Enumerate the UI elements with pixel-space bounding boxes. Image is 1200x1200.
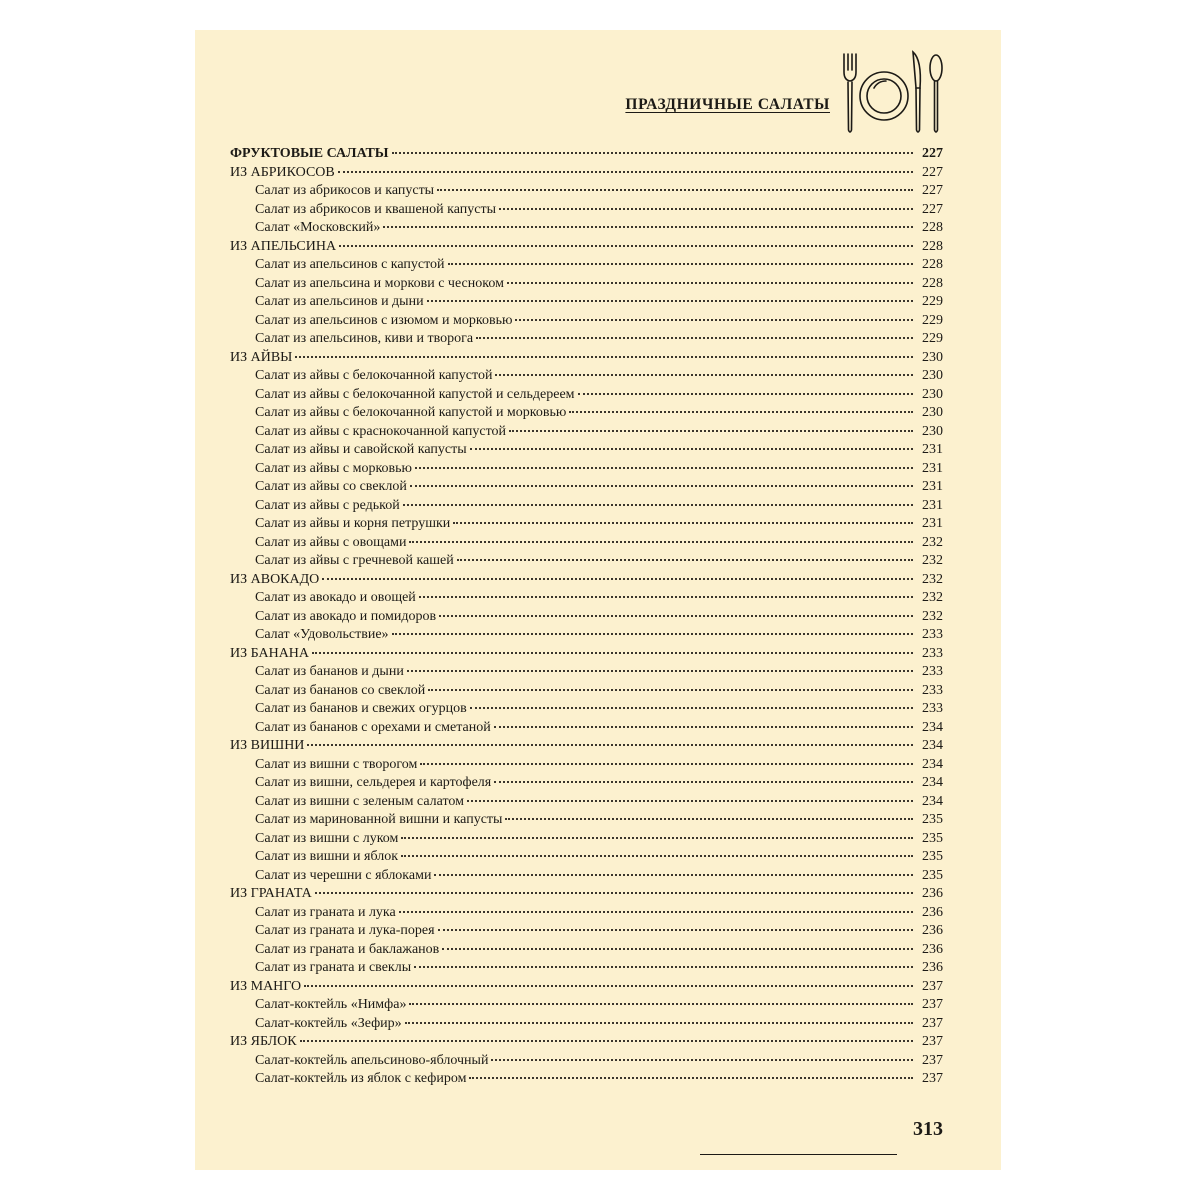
toc-entry — [230, 404, 943, 423]
toc-entry-title: Салат «Московский» — [255, 220, 381, 235]
toc-entry-page: 235 — [922, 849, 943, 864]
toc-entry-title: Салат из вишни с луком — [255, 830, 399, 846]
toc-entry — [230, 275, 943, 294]
dot-leader — [419, 596, 913, 598]
toc-entry — [230, 774, 943, 793]
toc-entry — [230, 367, 943, 386]
toc-entry-title: Салат из вишни и яблок — [255, 849, 399, 864]
toc-entry-title: Салат из айвы с овощами — [255, 534, 407, 550]
toc-entry-page: 235 — [922, 812, 943, 827]
toc-entry — [230, 608, 943, 627]
toc-entry-title: Салат из бананов и свежих огурцов — [255, 701, 467, 716]
dot-leader — [453, 522, 913, 524]
toc-entry — [230, 811, 943, 830]
toc-entry-page: 231 — [922, 516, 943, 531]
toc-entry — [230, 719, 943, 738]
toc-entry-page: 236 — [922, 886, 943, 901]
dot-leader — [470, 707, 913, 709]
dot-leader — [307, 744, 913, 746]
toc-entry-title: Салат из апельсинов с изюмом и морковью — [255, 312, 513, 328]
toc-entry-page: 237 — [922, 978, 943, 994]
toc-entry-page: 232 — [922, 553, 943, 568]
book-page — [195, 30, 1001, 1170]
dot-leader — [491, 1059, 913, 1061]
toc-entry — [230, 497, 943, 516]
dot-leader — [392, 152, 913, 154]
dot-leader — [434, 874, 913, 876]
toc-entry-page: 228 — [922, 275, 943, 291]
toc-entry-page: 230 — [922, 349, 943, 365]
dot-leader — [427, 300, 913, 302]
dot-leader — [392, 633, 913, 635]
toc-entry — [230, 256, 943, 275]
toc-section-heading — [230, 1033, 943, 1052]
dot-leader — [569, 411, 913, 413]
toc-entry-title: Салат из бананов со свеклой — [255, 682, 426, 698]
toc-section-heading — [230, 885, 943, 904]
dot-leader — [410, 485, 913, 487]
toc-section-heading — [230, 238, 943, 257]
toc-entry-page: 231 — [922, 442, 943, 457]
toc-entry-page: 228 — [922, 220, 943, 235]
dot-leader — [403, 504, 913, 506]
toc-entry-page: 236 — [922, 923, 943, 938]
dot-leader — [457, 559, 913, 561]
toc-entry-title: Салат из черешни с яблоками — [255, 867, 432, 883]
page-header — [195, 30, 1001, 125]
toc-entry-page: 232 — [922, 590, 943, 605]
toc-entry-title: ИЗ МАНГО — [230, 978, 302, 994]
toc-entry-page: 234 — [922, 775, 943, 790]
toc-entry-page: 233 — [922, 682, 943, 698]
toc-entry-page: 227 — [922, 201, 943, 217]
dot-leader — [495, 374, 913, 376]
toc-entry-page: 229 — [922, 294, 943, 309]
toc-entry-page: 230 — [922, 423, 943, 439]
toc-entry-title: Салат из айвы с белокочанной капустой и морковью — [255, 405, 567, 420]
dot-leader — [509, 430, 913, 432]
toc-section-heading — [230, 645, 943, 664]
dot-leader — [304, 985, 913, 987]
toc-entry-page: 236 — [922, 904, 943, 920]
toc-entry-page: 232 — [922, 571, 943, 587]
toc-entry-title: Салат из абрикосов и квашеной капусты — [255, 201, 497, 217]
toc-entry-title: Салат из граната и свеклы — [255, 960, 412, 975]
toc-entry-page: 234 — [922, 719, 943, 735]
toc-entry-title: Салат-коктейль «Нимфа» — [255, 997, 407, 1012]
toc-entry-title: Салат из айвы с белокочанной капустой — [255, 368, 493, 383]
toc-entry — [230, 830, 943, 849]
dot-leader — [401, 837, 913, 839]
toc-entry-page: 230 — [922, 386, 943, 402]
toc-entry-title: Салат из айвы с морковью — [255, 460, 412, 476]
toc-part-heading — [230, 145, 943, 164]
toc-entry-title: Салат из айвы с краснокочанной капустой — [255, 423, 507, 439]
toc-entry — [230, 441, 943, 460]
dot-leader — [300, 1040, 913, 1042]
toc-entry — [230, 848, 943, 867]
toc-entry-page: 230 — [922, 405, 943, 420]
toc-entry — [230, 626, 943, 645]
toc-entry-page: 237 — [922, 997, 943, 1012]
toc-entry — [230, 423, 943, 442]
dot-leader — [338, 171, 913, 173]
toc-entry-title: Салат из авокадо и овощей — [255, 590, 416, 605]
toc-entry — [230, 312, 943, 331]
dot-leader — [428, 689, 913, 691]
page-number: 313 — [913, 1118, 943, 1140]
toc-entry — [230, 941, 943, 960]
toc-entry — [230, 534, 943, 553]
toc-entry — [230, 201, 943, 220]
toc-entry-page: 227 — [922, 183, 943, 198]
toc-entry — [230, 867, 943, 886]
toc-entry-title: Салат из апельсинов с капустой — [255, 257, 445, 272]
toc-entry-title: Салат из апельсинов, киви и творога — [255, 331, 474, 346]
dot-leader — [315, 892, 913, 894]
toc-entry-page: 235 — [922, 867, 943, 883]
toc-entry-page: 233 — [922, 664, 943, 679]
toc-entry-title: Салат из айвы со свеклой — [255, 479, 407, 494]
toc-entry-page: 234 — [922, 738, 943, 753]
dot-leader — [438, 929, 913, 931]
dot-leader — [322, 578, 913, 580]
toc-entry-page: 233 — [922, 645, 943, 661]
toc-entry-title: Салат из бананов и дыни — [255, 664, 404, 679]
table-of-contents — [230, 145, 943, 1089]
toc-entry-page: 233 — [922, 627, 943, 642]
toc-entry-title: Салат из айвы с редькой — [255, 497, 400, 513]
dot-leader — [476, 337, 913, 339]
toc-entry-title: Салат из айвы с гречневой кашей — [255, 553, 454, 568]
dot-leader — [339, 245, 913, 247]
toc-entry — [230, 386, 943, 405]
toc-entry-page: 229 — [922, 331, 943, 346]
toc-section-heading — [230, 978, 943, 997]
toc-entry — [230, 663, 943, 682]
toc-entry-page: 237 — [922, 1034, 943, 1049]
toc-entry-page: 234 — [922, 793, 943, 809]
toc-entry — [230, 959, 943, 978]
toc-entry-title: Салат из вишни с зеленым салатом — [255, 793, 465, 809]
toc-entry — [230, 330, 943, 349]
footer-rule — [700, 1154, 897, 1155]
toc-entry — [230, 182, 943, 201]
toc-entry-page: 231 — [922, 479, 943, 494]
dot-leader — [494, 781, 913, 783]
toc-entry-title: Салат из граната и лука-порея — [255, 923, 435, 938]
dot-leader — [505, 818, 913, 820]
toc-entry-title: Салат-коктейль апельсиново-яблочный — [255, 1052, 489, 1068]
fork-icon — [844, 54, 856, 132]
toc-entry-title: Салат из граната и лука — [255, 904, 396, 920]
cutlery-icons — [838, 48, 944, 138]
dot-leader — [409, 541, 913, 543]
dot-leader — [405, 1022, 913, 1024]
toc-entry-title: ФРУКТОВЫЕ САЛАТЫ — [230, 146, 389, 161]
toc-entry-title: Салат из маринованной вишни и капусты — [255, 812, 503, 827]
dot-leader — [578, 393, 913, 395]
toc-entry-page: 231 — [922, 497, 943, 513]
toc-entry — [230, 996, 943, 1015]
toc-entry-page: 232 — [922, 608, 943, 624]
dot-leader — [437, 189, 913, 191]
toc-entry-title: Салат из абрикосов и капусты — [255, 183, 435, 198]
toc-entry-title: Салат-коктейль из яблок с кефиром — [255, 1071, 467, 1086]
toc-entry-page: 234 — [922, 756, 943, 772]
dot-leader — [415, 467, 913, 469]
toc-entry-page: 233 — [922, 701, 943, 716]
toc-entry — [230, 700, 943, 719]
dot-leader — [401, 855, 913, 857]
toc-entry — [230, 1070, 943, 1089]
toc-entry-title: ИЗ АВОКАДО — [230, 571, 320, 587]
toc-entry-title: Салат из апельсина и моркови с чесноком — [255, 275, 504, 291]
spoon-icon — [930, 55, 942, 132]
toc-entry-page: 237 — [922, 1071, 943, 1086]
toc-entry — [230, 682, 943, 701]
dot-leader — [312, 652, 913, 654]
toc-entry — [230, 922, 943, 941]
toc-entry-page: 235 — [922, 830, 943, 846]
toc-entry-page: 232 — [922, 534, 943, 550]
toc-entry — [230, 793, 943, 812]
toc-entry-title: Салат из апельсинов и дыни — [255, 294, 424, 309]
dot-leader — [409, 1003, 913, 1005]
toc-entry — [230, 552, 943, 571]
knife-icon — [913, 52, 920, 132]
dot-leader — [467, 800, 913, 802]
toc-entry-title: ИЗ БАНАНА — [230, 645, 310, 661]
toc-entry-title: ИЗ АБРИКОСОВ — [230, 164, 335, 180]
toc-entry-title: Салат-коктейль «Зефир» — [255, 1015, 402, 1031]
toc-entry-page: 231 — [922, 460, 943, 476]
toc-entry-page: 227 — [922, 164, 943, 180]
toc-entry-title: ИЗ АЙВЫ — [230, 349, 293, 365]
running-header-title: ПРАЗДНИЧНЫЕ САЛАТЫ — [625, 96, 830, 113]
dot-leader — [469, 1077, 913, 1079]
toc-entry — [230, 219, 943, 238]
toc-entry-page: 228 — [922, 257, 943, 272]
dot-leader — [407, 670, 913, 672]
dot-leader — [507, 282, 913, 284]
dot-leader — [448, 263, 913, 265]
toc-entry-title: ИЗ ЯБЛОК — [230, 1034, 297, 1049]
toc-entry-page: 236 — [922, 941, 943, 957]
dot-leader — [470, 448, 913, 450]
dot-leader — [383, 226, 913, 228]
toc-entry-title: ИЗ ГРАНАТА — [230, 886, 312, 901]
toc-entry-title: Салат из айвы и корня петрушки — [255, 516, 451, 531]
toc-entry-page: 227 — [922, 146, 943, 161]
toc-entry-title: Салат из граната и баклажанов — [255, 941, 440, 957]
plate-icon — [860, 72, 908, 120]
toc-entry-page: 229 — [922, 312, 943, 328]
toc-entry-page: 230 — [922, 368, 943, 383]
toc-entry-title: ИЗ ВИШНИ — [230, 738, 305, 753]
dot-leader — [439, 615, 913, 617]
toc-section-heading — [230, 737, 943, 756]
toc-entry-title: Салат из вишни, сельдерея и картофеля — [255, 775, 492, 790]
toc-entry-title: ИЗ АПЕЛЬСИНА — [230, 238, 337, 254]
toc-entry-page: 237 — [922, 1015, 943, 1031]
toc-entry-title: Салат из авокадо и помидоров — [255, 608, 437, 624]
toc-section-heading — [230, 571, 943, 590]
toc-entry — [230, 1015, 943, 1034]
dot-leader — [414, 966, 913, 968]
dot-leader — [295, 356, 913, 358]
toc-entry — [230, 478, 943, 497]
dot-leader — [399, 911, 913, 913]
toc-entry-page: 237 — [922, 1052, 943, 1068]
toc-entry — [230, 589, 943, 608]
toc-entry-page: 228 — [922, 238, 943, 254]
toc-entry — [230, 515, 943, 534]
toc-entry-title: Салат из бананов с орехами и сметаной — [255, 719, 491, 735]
dot-leader — [420, 763, 913, 765]
toc-entry — [230, 293, 943, 312]
toc-entry-title: Салат из вишни с творогом — [255, 756, 418, 772]
toc-entry-title: Салат «Удовольствие» — [255, 627, 389, 642]
dot-leader — [442, 948, 913, 950]
dot-leader — [515, 319, 913, 321]
toc-entry — [230, 904, 943, 923]
dot-leader — [494, 726, 913, 728]
toc-entry — [230, 756, 943, 775]
toc-section-heading — [230, 164, 943, 183]
toc-section-heading — [230, 349, 943, 368]
toc-entry-title: Салат из айвы и савойской капусты — [255, 442, 467, 457]
toc-entry — [230, 460, 943, 479]
toc-entry-page: 236 — [922, 960, 943, 975]
toc-entry — [230, 1052, 943, 1071]
toc-entry-title: Салат из айвы с белокочанной капустой и сельдереем — [255, 386, 575, 402]
dot-leader — [499, 208, 913, 210]
